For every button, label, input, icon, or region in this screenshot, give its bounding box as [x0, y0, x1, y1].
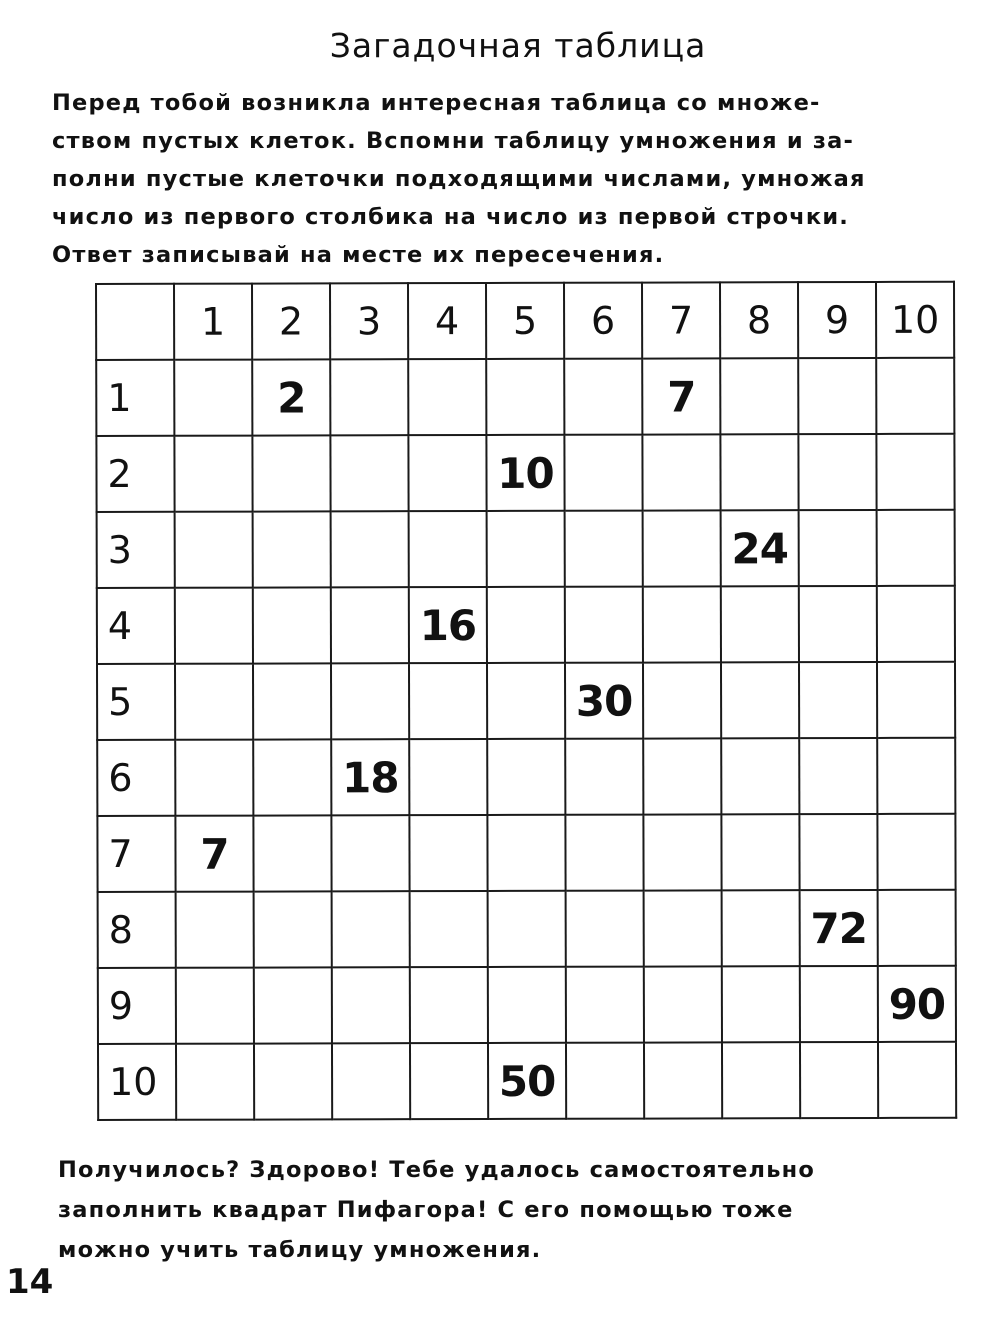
empty-cell — [721, 814, 799, 890]
empty-cell — [253, 739, 331, 815]
empty-cell — [488, 967, 566, 1043]
table-row — [98, 966, 956, 1044]
row-header-cell: 4 — [97, 588, 175, 664]
empty-cell — [174, 436, 252, 512]
empty-cell — [566, 891, 644, 967]
row-header-cell: 1 — [96, 360, 174, 436]
row-header-cell: 7 — [97, 816, 175, 892]
column-header-cell: 10 — [876, 282, 954, 358]
empty-cell — [253, 511, 331, 587]
empty-cell — [721, 738, 799, 814]
empty-cell — [564, 435, 642, 511]
empty-cell — [254, 1043, 332, 1119]
empty-cell — [878, 890, 956, 966]
empty-cell — [643, 510, 721, 586]
table-row — [97, 586, 955, 664]
conclusion-line: можно учить таблицу умножения. — [58, 1237, 542, 1263]
filled-cell: 90 — [878, 966, 956, 1042]
instructions-line: ством пустых клеток. Вспомни таблицу умножения и за- — [52, 128, 855, 154]
column-header-cell: 4 — [408, 283, 486, 359]
row-header-cell: 5 — [97, 664, 175, 740]
empty-cell — [798, 434, 876, 510]
filled-cell: 7 — [175, 816, 253, 892]
empty-cell — [175, 512, 253, 588]
empty-cell — [332, 891, 410, 967]
page-title: Загадочная таблица — [329, 26, 707, 65]
instructions-line: число из первого столбика на число из первой строчки. — [52, 204, 850, 230]
row-header-cell: 3 — [97, 512, 175, 588]
row-header-cell: 8 — [98, 892, 176, 968]
empty-cell — [175, 740, 253, 816]
instructions-line: Перед тобой возникла интересная таблица со множе- — [52, 90, 821, 116]
empty-cell — [799, 662, 877, 738]
empty-cell — [174, 360, 252, 436]
empty-cell — [565, 587, 643, 663]
empty-cell — [332, 967, 410, 1043]
instructions-text — [52, 84, 952, 274]
column-header-cell: 1 — [174, 284, 252, 360]
column-header-cell: 6 — [564, 283, 642, 359]
empty-cell — [331, 815, 409, 891]
empty-cell — [643, 738, 721, 814]
empty-cell — [721, 662, 799, 738]
empty-cell — [487, 663, 565, 739]
empty-cell — [408, 359, 486, 435]
empty-cell — [799, 586, 877, 662]
table-row — [96, 358, 954, 436]
empty-cell — [253, 587, 331, 663]
table-row — [98, 1042, 956, 1120]
empty-cell — [643, 662, 721, 738]
filled-cell: 50 — [488, 1043, 566, 1119]
filled-cell: 7 — [642, 358, 720, 434]
empty-cell — [566, 967, 644, 1043]
conclusion-line: Получилось? Здорово! Тебе удалось самостоятельно — [58, 1157, 816, 1183]
empty-cell — [720, 434, 798, 510]
column-header-cell: 8 — [720, 282, 798, 358]
empty-cell — [487, 511, 565, 587]
empty-cell — [877, 510, 955, 586]
instructions-line: Ответ записывай на месте их пересечения. — [52, 242, 665, 268]
empty-cell — [488, 891, 566, 967]
corner-cell — [96, 284, 174, 360]
empty-cell — [176, 892, 254, 968]
table-row — [97, 662, 955, 740]
empty-cell — [643, 586, 721, 662]
column-header-cell: 5 — [486, 283, 564, 359]
empty-cell — [799, 738, 877, 814]
empty-cell — [800, 966, 878, 1042]
column-header-cell: 2 — [252, 283, 330, 359]
empty-cell — [565, 739, 643, 815]
header-row — [96, 282, 954, 360]
column-header-cell: 7 — [642, 282, 720, 358]
empty-cell — [877, 738, 955, 814]
row-header-cell: 6 — [97, 740, 175, 816]
empty-cell — [408, 435, 486, 511]
empty-cell — [876, 358, 954, 434]
empty-cell — [877, 814, 955, 890]
empty-cell — [722, 1042, 800, 1118]
empty-cell — [254, 891, 332, 967]
filled-cell: 18 — [331, 739, 409, 815]
empty-cell — [722, 966, 800, 1042]
empty-cell — [409, 663, 487, 739]
empty-cell — [254, 967, 332, 1043]
conclusion-text — [58, 1150, 938, 1270]
empty-cell — [799, 814, 877, 890]
empty-cell — [332, 1043, 410, 1119]
table-row — [98, 890, 956, 968]
empty-cell — [800, 1042, 878, 1118]
empty-cell — [644, 966, 722, 1042]
empty-cell — [877, 586, 955, 662]
empty-cell — [409, 739, 487, 815]
row-header-cell: 2 — [96, 436, 174, 512]
empty-cell — [798, 358, 876, 434]
empty-cell — [253, 815, 331, 891]
filled-cell: 24 — [721, 510, 799, 586]
filled-cell: 2 — [252, 359, 330, 435]
empty-cell — [877, 662, 955, 738]
empty-cell — [331, 663, 409, 739]
table-row — [96, 434, 954, 512]
empty-cell — [565, 511, 643, 587]
empty-cell — [487, 815, 565, 891]
column-header-cell: 3 — [330, 283, 408, 359]
table-row — [97, 510, 955, 588]
empty-cell — [486, 359, 564, 435]
empty-cell — [176, 1044, 254, 1120]
empty-cell — [566, 1043, 644, 1119]
empty-cell — [409, 511, 487, 587]
row-header-cell: 10 — [98, 1044, 176, 1120]
multiplication-table — [95, 281, 957, 1121]
instructions-line: полни пустые клеточки подходящими числами, умножая — [52, 166, 866, 192]
conclusion-line: заполнить квадрат Пифагора! С его помощью тоже — [58, 1197, 794, 1223]
empty-cell — [564, 359, 642, 435]
empty-cell — [409, 815, 487, 891]
empty-cell — [410, 1043, 488, 1119]
empty-cell — [253, 663, 331, 739]
empty-cell — [720, 358, 798, 434]
empty-cell — [878, 1042, 956, 1118]
empty-cell — [410, 967, 488, 1043]
empty-cell — [799, 510, 877, 586]
empty-cell — [175, 664, 253, 740]
empty-cell — [410, 891, 488, 967]
empty-cell — [252, 435, 330, 511]
empty-cell — [644, 890, 722, 966]
empty-cell — [175, 588, 253, 664]
table-row — [97, 814, 955, 892]
empty-cell — [565, 815, 643, 891]
empty-cell — [330, 359, 408, 435]
empty-cell — [644, 1042, 722, 1118]
empty-cell — [642, 434, 720, 510]
empty-cell — [331, 511, 409, 587]
empty-cell — [721, 586, 799, 662]
column-header-cell: 9 — [798, 282, 876, 358]
page-number: 14 — [6, 1262, 54, 1302]
filled-cell: 72 — [800, 890, 878, 966]
empty-cell — [876, 434, 954, 510]
table-row — [97, 738, 955, 816]
row-header-cell: 9 — [98, 968, 176, 1044]
empty-cell — [331, 587, 409, 663]
empty-cell — [330, 435, 408, 511]
empty-cell — [722, 890, 800, 966]
filled-cell: 10 — [486, 435, 564, 511]
empty-cell — [176, 968, 254, 1044]
empty-cell — [487, 739, 565, 815]
filled-cell: 30 — [565, 663, 643, 739]
empty-cell — [643, 814, 721, 890]
filled-cell: 16 — [409, 587, 487, 663]
empty-cell — [487, 587, 565, 663]
